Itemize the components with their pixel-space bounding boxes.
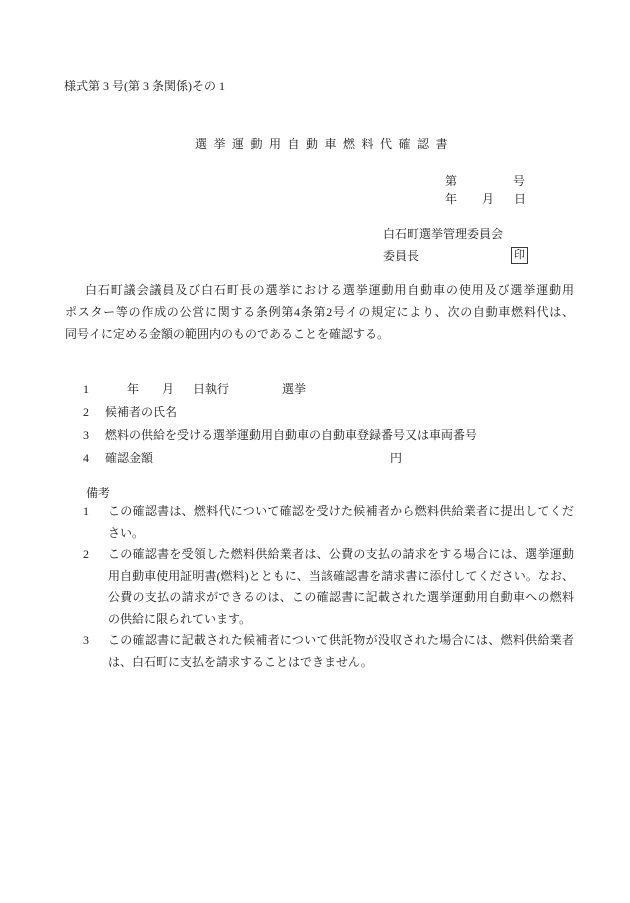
remark-note (65, 544, 585, 630)
date-month-label: 月 (482, 192, 495, 206)
item-label: 燃料の供給を受ける選挙運動用自動車の自動車登録番号又は車両番号 (105, 428, 478, 442)
date-day-label: 日 (514, 192, 527, 206)
item-vehicle-registration (65, 427, 585, 444)
item-number: 4 (83, 451, 89, 465)
item-day-exec-label: 日執行 (193, 382, 230, 396)
item-year-label: 年 (127, 382, 140, 396)
item-confirmed-amount (65, 450, 585, 467)
doc-number-suffix: 号 (513, 174, 526, 188)
note-number: 2 (83, 547, 89, 561)
note-number: 1 (83, 504, 89, 518)
item-label: 候補者の氏名 (105, 405, 178, 419)
item-yen-unit: 円 (390, 451, 403, 465)
item-number: 1 (83, 382, 89, 396)
item-label: 確認金額 (105, 451, 154, 465)
item-election-date (65, 381, 585, 398)
note-line: は、白石町に支払を請求することはできません。 (108, 654, 373, 669)
item-number: 2 (83, 405, 89, 419)
issuer-title: 委員長 (383, 249, 420, 263)
date-year-label: 年 (445, 192, 458, 206)
document-title: 選挙運動用自動車燃料代確認書 (195, 137, 455, 151)
body-line: 同号イに定める金額の範囲内のものであることを確認する。 (65, 327, 390, 341)
note-line: さい。 (108, 525, 145, 540)
note-line: 用自動車使用証明書(燃料)とともに、当該確認書を請求書に添付してください。なお、 (108, 568, 574, 583)
note-line: 公費の支払の請求ができるのは、この確認書に記載された選挙運動用自動車への燃料 (108, 590, 574, 604)
remark-note (65, 501, 585, 544)
remark-note (65, 630, 585, 673)
form-number-label: 様式第 3 号(第 3 条関係)その 1 (64, 79, 225, 93)
note-line: この確認書に記載された候補者について供託物が没収された場合には、燃料供給業者 (108, 633, 574, 647)
item-candidate-name (65, 404, 585, 421)
note-number: 3 (83, 633, 89, 647)
body-line: ポスター等の作成の公営に関する条例第4条第2号イの規定により、次の自動車燃料代は、 (65, 305, 574, 319)
remarks-list (65, 501, 585, 673)
seal-placeholder: 印 (511, 247, 528, 264)
doc-number-prefix: 第 (445, 174, 458, 188)
item-election-label: 選挙 (282, 382, 307, 396)
remarks-heading: 備考 (86, 486, 111, 500)
issuer-organization: 白石町選挙管理委員会 (383, 227, 504, 241)
body-paragraph (65, 279, 574, 345)
item-number: 3 (83, 428, 89, 442)
item-month-label: 月 (162, 382, 175, 396)
note-line: この確認書を受領した燃料供給業者は、公費の支払の請求をする場合には、選挙運動 (108, 547, 574, 561)
note-line: の供給に限られています。 (108, 611, 252, 626)
body-line: 白石町議会議員及び白石町長の選挙における選挙運動用自動車の使用及び選挙運動用 (85, 283, 574, 297)
note-line: この確認書は、燃料代について確認を受けた候補者から燃料供給業者に提出してくだ (108, 504, 574, 518)
